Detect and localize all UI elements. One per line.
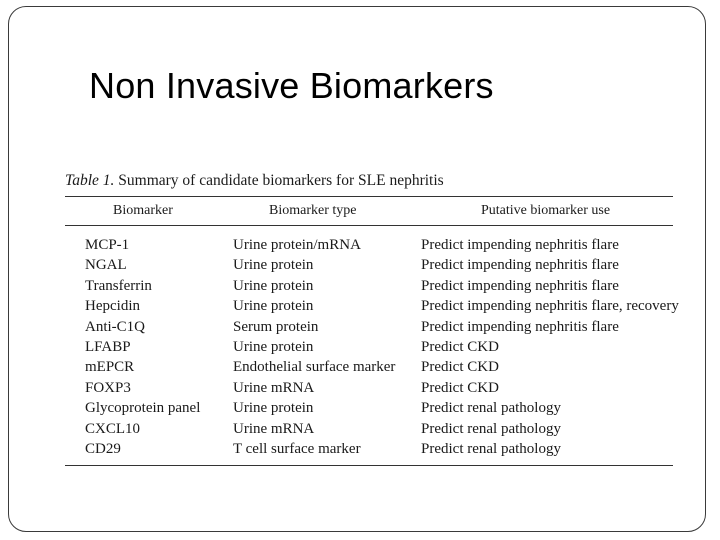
table-header-row: [65, 197, 673, 226]
cell-type: Urine protein: [233, 339, 314, 356]
table-row: [65, 419, 673, 439]
slide-frame: [8, 6, 706, 532]
cell-biomarker: CD29: [85, 441, 121, 458]
cell-use: Predict impending nephritis flare: [421, 237, 619, 253]
table-row: [65, 255, 673, 275]
table-caption-text: Summary of candidate biomarkers for SLE nephritis: [114, 172, 444, 189]
cell-biomarker: NGAL: [85, 257, 127, 274]
table-row: [65, 337, 673, 357]
cell-use: Predict impending nephritis flare, recovery: [421, 298, 679, 315]
cell-type: T cell surface marker: [233, 441, 361, 458]
table-row: [65, 276, 673, 296]
table-row: [65, 439, 673, 466]
cell-biomarker: Transferrin: [85, 277, 152, 294]
table-row: [65, 226, 673, 256]
cell-type: Urine mRNA: [233, 379, 315, 396]
table-row: [65, 296, 673, 316]
cell-biomarker: Anti-C1Q: [85, 318, 145, 335]
cell-biomarker: mEPCR: [85, 359, 135, 376]
cell-type: Urine protein: [233, 277, 314, 294]
header-putative-use: Putative biomarker use: [421, 197, 673, 226]
cell-use: Predict renal pathology: [421, 420, 561, 437]
table-row: [65, 398, 673, 418]
cell-biomarker: CXCL10: [85, 420, 141, 437]
table-row: [65, 317, 673, 337]
biomarker-table-block: [65, 171, 679, 466]
table-row: [65, 378, 673, 398]
cell-type: Urine protein: [233, 257, 314, 274]
cell-biomarker: FOXP3: [85, 379, 131, 396]
cell-type: Urine mRNA: [233, 420, 315, 437]
cell-use: Predict impending nephritis flare: [421, 277, 619, 294]
cell-type: Endothelial surface marker: [233, 359, 396, 376]
cell-biomarker: Glycoprotein panel: [85, 400, 201, 417]
table-row: [65, 357, 673, 377]
cell-use: Predict CKD: [421, 379, 499, 396]
cell-type: Urine protein: [233, 298, 314, 315]
table-caption: [65, 171, 673, 191]
cell-use: Predict impending nephritis flare: [421, 257, 619, 274]
cell-use: Predict CKD: [421, 339, 499, 356]
cell-biomarker: MCP-1: [85, 237, 130, 253]
cell-use: Predict CKD: [421, 359, 499, 376]
cell-biomarker: LFABP: [85, 339, 131, 356]
cell-use: Predict renal pathology: [421, 441, 561, 458]
header-biomarker-type: Biomarker type: [233, 197, 421, 226]
cell-type: Urine protein/mRNA: [233, 237, 361, 253]
table-caption-label: Table 1.: [65, 172, 115, 189]
cell-type: Urine protein: [233, 400, 314, 417]
cell-type: Serum protein: [233, 318, 319, 335]
cell-biomarker: Hepcidin: [85, 298, 140, 315]
header-biomarker: Biomarker: [65, 197, 233, 226]
cell-use: Predict renal pathology: [421, 400, 561, 417]
slide-title: Non Invasive Biomarkers: [89, 65, 494, 106]
cell-use: Predict impending nephritis flare: [421, 318, 619, 335]
biomarker-table: [65, 196, 679, 466]
